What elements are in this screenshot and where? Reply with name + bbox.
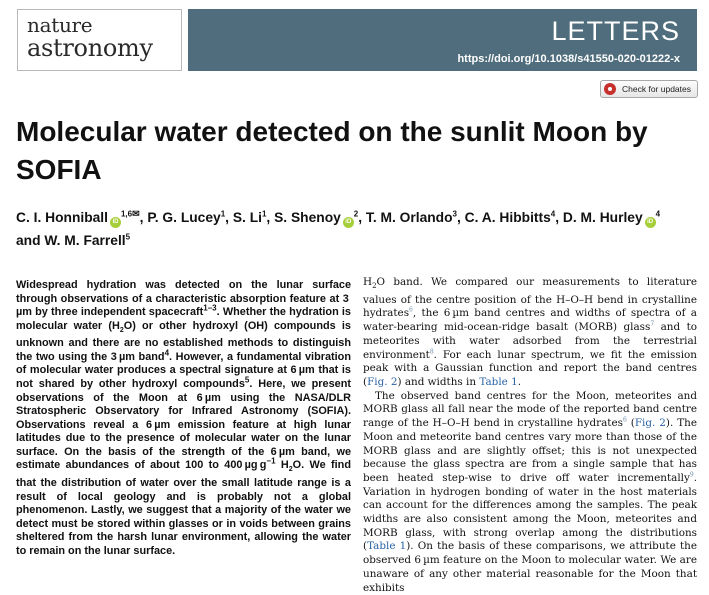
table-link[interactable]: Table 1 — [479, 376, 518, 388]
logo-astronomy-text: astronomy — [27, 34, 153, 62]
author[interactable]: C. I. Honniball $iD^{1,6✉}$ — [16, 210, 140, 225]
reference-link[interactable]: 7 — [650, 320, 655, 328]
and-word: and — [16, 233, 41, 248]
body-text — [363, 276, 697, 595]
body-paragraph: $H_2O$ band. We compared our measurements to literature values of the centre position of the H–O–H bend in crystalline hydrates$^6$, the 6 µm band centres and widths of spectra of a water-bearing mid-ocean-ridge basalt (MORB) glass$^7$ and to meteorites with water adsorbed from the terrestrial environment$^8$. For each lunar spectrum, we fit the emission peak with a Gaussian function and report the band centres (Fig. 2) and widths in Table 1. — [363, 276, 698, 388]
author-list: C. I. Honniball $iD^{1,6✉}$, P. G. Lucey$^1$, S. Li$^1$, S. Shenoy $iD^2$, T. M. Orlando$^3$, C. A. Hibbitts$^4$, D. M. Hurley $iD^4$ and W. M. Farrell$^5$ — [16, 208, 661, 248]
reference-link[interactable]: 9 — [689, 471, 694, 479]
figure-link[interactable]: Fig. 2 — [367, 376, 398, 388]
orcid-icon[interactable]: iD — [343, 217, 354, 228]
body-paragraph: The observed band centres for the Moon, meteorites and MORB glass all fall near the mode of the reported band centre range of the H–O–H bend in crystalline hydrates$^6$ (Fig. 2). The Moon and meteorite band centres vary more than those of the MORB glass and are slightly offset; this is not unexpected because the glass spectra are from a single sample that has been heated step-wise to drive off water incrementally$^9$. Variation in hydrogen bonding of water in the host materials can account for the differences among the samples. The peak widths are also consistent among the Moon, meteorites and MORB glass, with strong overlap among the distributions (Table 1). On the basis of these comparisons, we attribute the observed 6 µm feature on the Moon to molecular water. We are unaware of any other material reasonable for the Moon that exhibits — [363, 389, 698, 594]
orcid-icon[interactable]: iD — [645, 217, 656, 228]
envelope-icon[interactable]: ✉ — [132, 208, 140, 219]
table-link[interactable]: Table 1 — [367, 540, 407, 553]
check-for-updates-label: Check for updates — [622, 84, 691, 94]
section-banner — [188, 9, 697, 71]
journal-logo[interactable] — [17, 9, 182, 71]
abstract: Widespread hydration was detected on the lunar surface through observations of a characteristic absorption feature at 3 µm by three independent spacecraft$^{1-3}$. Whether the hydration is molecular water $(H_2O)$ or other hydroxyl (OH) compounds is unknown and there are no established methods to distinguish the two using the 3 µm band$^4$. However, a fundamental vibration of molecular water produces a spectral signature at 6 µm that is not shared by other hydroxyl compounds$^5$. Here, we present observations of the Moon at 6 µm using the NASA/DLR Stratospheric Observatory for Infrared Astronomy (SOFIA). Observations reveal a 6 µm emission feature at high lunar latitudes due to the presence of molecular water on the lunar surface. On the basis of the strength of the 6 µm band, we estimate abundances of about 100 to 400 µg $g^{-1}$ $H_2O$. We find that the distribution of water over the small latitude range is a result of local geology and is probably not a global phenomenon. Lastly, we suggest that a majority of the water we detect must be stored within glasses or in voids between grains sheltered from the harsh lunar environment, allowing the water to remain on the lunar surface. — [16, 279, 351, 557]
doi-link[interactable]: https://doi.org/10.1038/s41550-020-01222-x — [457, 53, 680, 65]
author[interactable]: P. G. Lucey$^1$ — [147, 209, 226, 225]
check-for-updates-button[interactable] — [600, 80, 698, 98]
author[interactable]: S. Li$^1$ — [232, 209, 267, 225]
author[interactable]: D. M. Hurley $iD^4$ — [563, 210, 660, 225]
figure-link[interactable]: Fig. 2 — [634, 417, 666, 430]
author[interactable]: T. M. Orlando$^3$ — [365, 209, 457, 225]
reference-link[interactable]: 6 — [622, 416, 627, 424]
reference-link[interactable]: 6 — [409, 307, 413, 315]
author[interactable]: C. A. Hibbitts$^4$ — [464, 209, 556, 225]
author[interactable]: S. Shenoy $iD^2$ — [274, 210, 358, 225]
logo-nature-text: nature — [27, 13, 93, 37]
section-label: LETTERS — [551, 16, 680, 46]
reference-link[interactable]: 8 — [429, 348, 434, 356]
author[interactable]: W. M. Farrell$^5$ — [44, 232, 131, 248]
crossmark-icon — [604, 83, 616, 95]
orcid-icon[interactable]: iD — [110, 217, 121, 228]
article-title: Molecular water detected on the sunlit Moon by SOFIA — [16, 116, 648, 185]
